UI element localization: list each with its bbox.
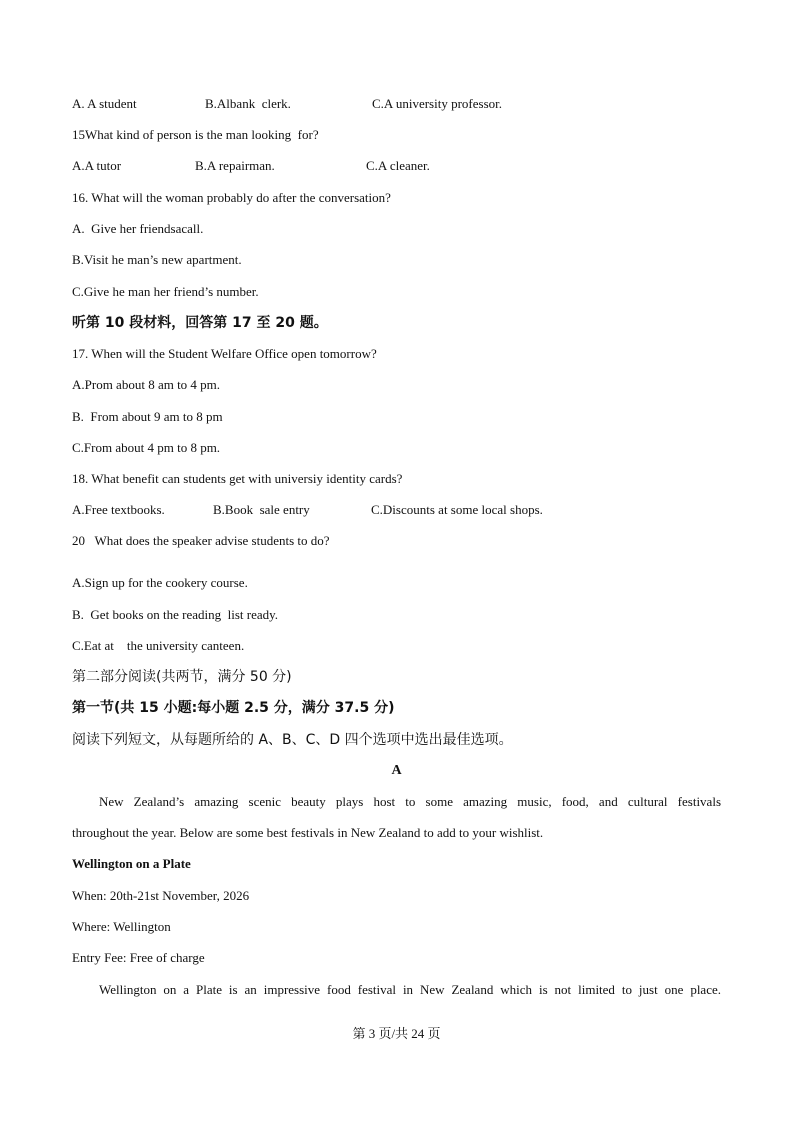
page-number-footer: 第 3 页/共 24 页 [352,1026,441,1041]
q14-option-c: C.A university professor. [372,96,502,111]
q20-question: 20 What does the speaker advise students to do? [72,533,330,548]
q14-option-b: B.Albank clerk. [205,96,291,111]
passage-intro-line2: throughout the year. Below are some best festivals in New Zealand to add to your wishlist. [72,825,544,840]
q18-question: 18. What benefit can students get with universiy identity cards? [72,471,403,486]
q18-option-b: B.Book sale entry [213,502,310,517]
part2-section1-heading: 第一节(共 15 小题:每小题 2.5 分，满分 37.5 分) [72,700,395,716]
section10-heading: 听第 10 段材料，回答第 17 至 20 题。 [72,315,328,331]
part2-instruction: 阅读下列短文，从每题所给的 A、B、C、D 四个选项中选出最佳选项。 [72,732,513,748]
q17-question: 17. When will the Student Welfare Office open tomorrow? [72,346,377,361]
q20-option-a: A.Sign up for the cookery course. [72,575,248,590]
q16-question: 16. What will the woman probably do after the conversation? [72,190,391,205]
festival-entry-fee: Entry Fee: Free of charge [72,950,205,965]
q14-option-a: A. A student [72,96,137,111]
q16-option-c: C.Give he man her friend’s number. [72,284,259,299]
q20-option-c: C.Eat at the university canteen. [72,638,245,653]
q17-option-b: B. From about 9 am to 8 pm [72,409,223,424]
part2-heading: 第二部分阅读(共两节，满分 50 分) [72,669,292,685]
festival-body-line1: Wellington on a Plate is an impressive food festival in New Zealand which is not limited to just one place. [99,982,721,997]
festival-where: Where: Wellington [72,919,171,934]
q20-option-b: B. Get books on the reading list ready. [72,607,279,622]
q16-option-a: A. Give her friendsacall. [72,221,204,236]
q15-option-c: C.A cleaner. [366,158,430,173]
q18-option-a: A.Free textbooks. [72,502,165,517]
festival-title: Wellington on a Plate [72,856,191,871]
q17-option-a: A.Prom about 8 am to 4 pm. [72,377,221,392]
passage-letter: A [391,763,402,778]
q16-option-b: B.Visit he man’s new apartment. [72,252,242,267]
q15-option-a: A.A tutor [72,158,122,173]
q18-option-c: C.Discounts at some local shops. [371,502,543,517]
passage-intro-line1: New Zealand’s amazing scenic beauty plays host to some amazing music, food, and cultural festivals [99,794,721,809]
q15-question: 15What kind of person is the man looking for? [72,127,319,142]
q15-option-b: B.A repairman. [195,158,275,173]
festival-when: When: 20th-21st November, 2026 [72,888,250,903]
q17-option-c: C.From about 4 pm to 8 pm. [72,440,221,455]
